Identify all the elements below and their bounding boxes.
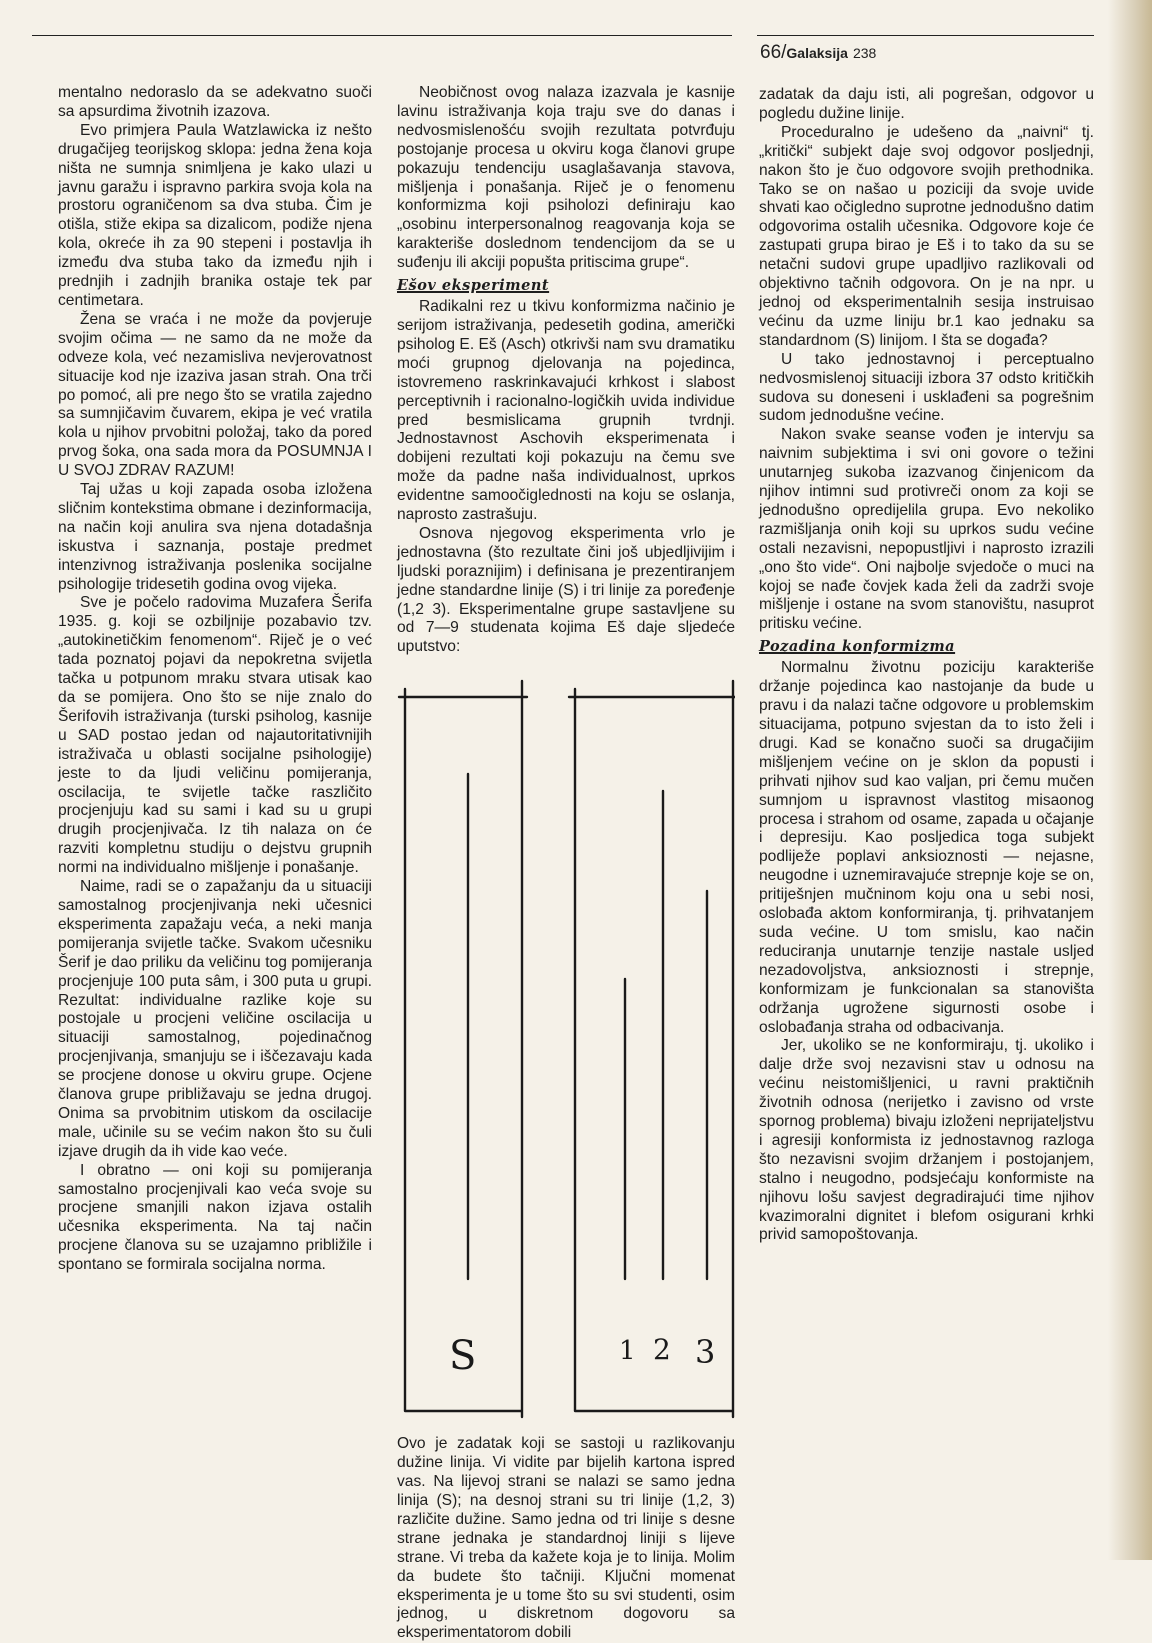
paragraph: Osnova njegovog eksperimenta vrlo je jednostavna (što rezultate čini još ubjedljivijim i ljudski poraznijim) i definisana je prezentiranjem jedne standardne linije (S) i tri linije za poređenje (1,2 3). Eksperimentalne grupe sastavljene su od 7—9 studenata kojima Eš daje sljedeće uputstvo: (397, 524, 735, 656)
paragraph: Jer, ukoliko se ne konformiraju, tj. ukoliko i dalje drže svoj nezavisni stav u odnosu na većinu neistomišljenici, u ravni praktičnih životnih odnosa (nerijetko i zavisno od vrste spornog problema) bivaju izloženi neprijateljstvu i agresiji konformista iz jednostavnog razloga što nezavisni svojim držanjem i postojanjem, stalno i neugodno, podsjećaju konformiste na njihovu lošu savjest degradirajući time njihov kvazimoralni dignitet i blefom osigurani krhki privid samopoštovanja. (759, 1037, 1094, 1244)
paragraph: Naime, radi se o zapažanju da u situaciji samostalnog procjenjivanja neki učesnici eksperimenta zapažaju veća, a neki manja pomijeranja svijetle tačke. Svakom učesniku Šerif je dao priliku da veličinu tog pomijeranja procjenjuje 100 puta sâm, i 300 puta u grupi. Rezultat: individualne razlike koje su postojale u procjeni veličine oscilacija u situaciji samostalnog, pojedinačnog procjenjivanja, smanjuju se i iščezavaju kada se procjene donose u okviru grupe. Ocjene članova grupe približavaju se jedna drugoj. Onima sa prvobitnim utiskom da oscilacije male, učinile su se većim nakon što su čuli izjave drugih da ih vide kao veće. (58, 878, 372, 1160)
section-heading-esov-eksperiment: Ešov eksperiment (397, 277, 550, 295)
paragraph: Ovo je zadatak koji se sastoji u razlikovanju dužine linija. Vi vidite par bijelih kartona ispred vas. Na lijevoj strani se nalazi se samo jedna linija (S); na desnoj strani su tri linije (1,2, 3) različite dužine. Samo jedna od tri linije s desne strane jednaka je standardnoj liniji s lijeve strane. Vi treba da kažete koja je to linija. Molim da budete što tačniji. Ključni momenat eksperimenta je u tome što su svi studenti, osim jednog, u diskretnom dogovoru sa eksperimentatorom dobili (397, 1435, 735, 1642)
label-standard: S (449, 1333, 477, 1380)
column-3 (759, 86, 1094, 1245)
asch-lines-figure (397, 679, 735, 1419)
section-heading-pozadina-konformizma: Pozadina konformizma (759, 638, 956, 656)
top-rule-right (757, 35, 1094, 36)
paragraph: Normalnu životnu poziciju karakteriše držanje pojedinca kao nastojanje da bude u pravu i da nalazi tačne odgovore u problemskim situacijama, potpuno svjestan da to isto želi i drugi. Kad se konačno suoči sa drugačijim mišljenjem većine on je sklon da popusti i prihvati njihov sud kao valjan, pri čemu mučen sumnjom u ispravnost vlastitog misaonog procesa i strahom od osame, zapada u očajanje i depresiju. Kao posljedica toga subjekt podliježe poplavi anksioznosti — nejasne, neugodne i uznemiravajuće strepnje koje se on, pritiješnjen mučninom koju ona u sebi nosi, oslobađa aktom konformiranja, tj. prihvatanjem suda većine. U tom smislu, kao način reduciranja unutarnje tenzije nastale usljed nezadovoljstva, anksioznosti i strepnje, konformizam je funkcionalan sa stanovišta održanja ugrožene sigurnosti osobe i oslobađanja straha od odbacivanja. (759, 659, 1094, 1036)
label-line-1: 1 (619, 1336, 636, 1367)
left-card-outline (399, 681, 527, 1417)
asch-lines-illustration (397, 679, 735, 1419)
paragraph: zadatak da daju isti, ali pogrešan, odgovor u pogledu dužine linije. (759, 86, 1094, 122)
paragraph: Proceduralno je udešeno da „naivni“ tj. „kritički“ subjekt daje svoj odgovor posljednji, nakon što je čuo odgovore svojih prethodnika. Tako se on našao u poziciji da svoje uvide shvati kao očigledno suprotne jednodušno datim odgovorima ostalih učesnika. Odgovore koje će zastupati grupa birao je Eš i to tako da su se netačni sudovi grupe upadljivo razlikovali od objektivno tačnih odgovora. On je na npr. u jednoj od eksperimentalnih sesija instruisao većinu da uzme liniju br.1 kao jednaku sa standardnom (S) linijom. I šta se događa? (759, 123, 1094, 349)
column-2 (397, 84, 735, 1643)
paragraph: Neobičnost ovog nalaza izazvala je kasnije lavinu istraživanja koja traju sve do danas i nedvosmislenošću svojih rezultata potvrđuju postojanje procesa u okviru koga članovi grupe pokazuju tendenciju usaglašavanja stavova, mišljenja i ponašanja. Riječ je o fenomenu konformizma koji psiholozi definiraju kao „osobinu interpersonalnog reagovanja koja se karakteriše doslednom tendencijom da se u suđenju ili akciji popušta pritiscima grupe“. (397, 84, 735, 272)
paragraph: Taj užas u koji zapada osoba izložena sličnim kontekstima obmane i dezinformacija, na način koji anulira sva njena dotadašnja iskustva i saznanja, postaje predmet intenzivnog istraživanja poslenika socijalne psihologije tridesetih godina ovog vijeka. (58, 481, 372, 593)
top-rule-left (32, 35, 732, 36)
page-edge-shadow (1108, 0, 1152, 1560)
issue-number: 238 (852, 45, 877, 61)
page-header (760, 42, 876, 64)
paragraph: I obratno — oni koji su pomijeranja samostalno procjenjivali kao veća svoje su procjene smanjili nakon izjava ostalih učesnika eksperimenta. Na taj način procjene članova su se uzajamno približile i spontano se formirala socijalna norma. (58, 1161, 372, 1274)
paragraph: mentalno nedoraslo da se adekvatno suoči sa apsurdima životnih izazova. (58, 84, 372, 120)
magazine-name: Galaksija (786, 45, 848, 61)
paragraph: Sve je počelo radovima Muzafera Šerifa 1935. g. koji se ozbiljnije pozabavio tzv. „autokinetičkim fenomenom“. Riječ je o već tada poznatoj pojavi da nepokretna svijetla tačka u potpunom mraku stvara utisak kao da se pomijera. Ono što se nije znalo do Šerifovih istraživanja (turski psiholog, kasnije u SAD postao jedan od najautoritativnijih istraživača u oblasti socijalne psihologije) jeste to da ljudi veličinu pomijeranja, oscilacija, te svijetle tačke raszličito procjenjuju kad su sami i kad su u grupi drugih procjenjivača. Iz tih nalaza on će razviti kompletnu studiju o dejstvu grupnih normi na individualno mišljenje i ponašanje. (58, 594, 372, 877)
label-line-3: 3 (695, 1333, 716, 1372)
paragraph: Žena se vraća i ne može da povjeruje svojim očima — ne samo da ne može da odveze kola, već nezamisliva nevjerovatnost situacije kod nje izaziva jasan strah. Ona trči po pomoć, ali pre nego što se vratila zajedno sa sumnjičavim čuvarem, ekipa je već vratila kola u njihov prvobitni položaj, tako da pored prvog šoka, ona sada mora da POSUMNJA I U SVOJ ZDRAV RAZUM! (58, 310, 372, 480)
page-number: 66/ (760, 42, 787, 63)
paragraph: Radikalni rez u tkivu konformizma načinio je serijom istraživanja, pedesetih godina, američki psiholog E. Eš (Asch) otkrivši nam svu dramatiku moći grupnog djelovanja na pojedinca, istovremeno raskrinkavajući krhkost i slabost perceptivnih i racionalno-logičkih uvida individue pred besmislicama grupnih tvrdnji. Jednostavnost Aschovih eksperimenata i dobijeni rezultati koji pokazuju na čemu sve može da padne naša individualnost, uprkos evidentne samoočiglednosti na koju se oslanja, naprosto zastrašuju. (397, 298, 735, 524)
paragraph: Evo primjera Paula Watzlawicka iz nešto drugačijeg teorijskog sklopa: jedna žena koja ništa ne sumnja snimljena je kako ulazi u javnu garažu i ispravno parkira svoja kola na prostoru ograničenom sa dva stuba. Čim je otišla, stiže ekipa sa dizalicom, podiže njena kola, okreće ih za 90 stepeni i postavlja ih između dva stuba tako da između njih i prednjih i zadnjih branika ostaje tek par centimetara. (58, 121, 372, 309)
right-card-outline (569, 681, 735, 1417)
label-line-2: 2 (653, 1333, 671, 1367)
paragraph: Nakon svake seanse vođen je intervju sa naivnim subjektima i svi oni govore o težini unutarnjeg sukoba izazvanog činjenicom da njihov intimni sud protivreči onom za koji se jednodušno opredijelila grupa. Evo nekoliko razmišljanja onih koji su uprkos sudu većine ostali nezavisni, nepopustljivi i naprosto izrazili „ono što vide“. Oni najbolje svjedoče o muci na kojoj se nađe čovjek kada želi da zadrži svoje mišljenje i ostane na svom stanovištu, nasuprot pritisku većine. (759, 426, 1094, 633)
column-1 (58, 84, 372, 1275)
paragraph: U tako jednostavnoj i perceptualno nedvosmislenoj situaciji izbora 37 odsto kritičkih sudova su doneseni i usklađeni sa pogrešnim sudom jednodušne većine. (759, 350, 1094, 425)
